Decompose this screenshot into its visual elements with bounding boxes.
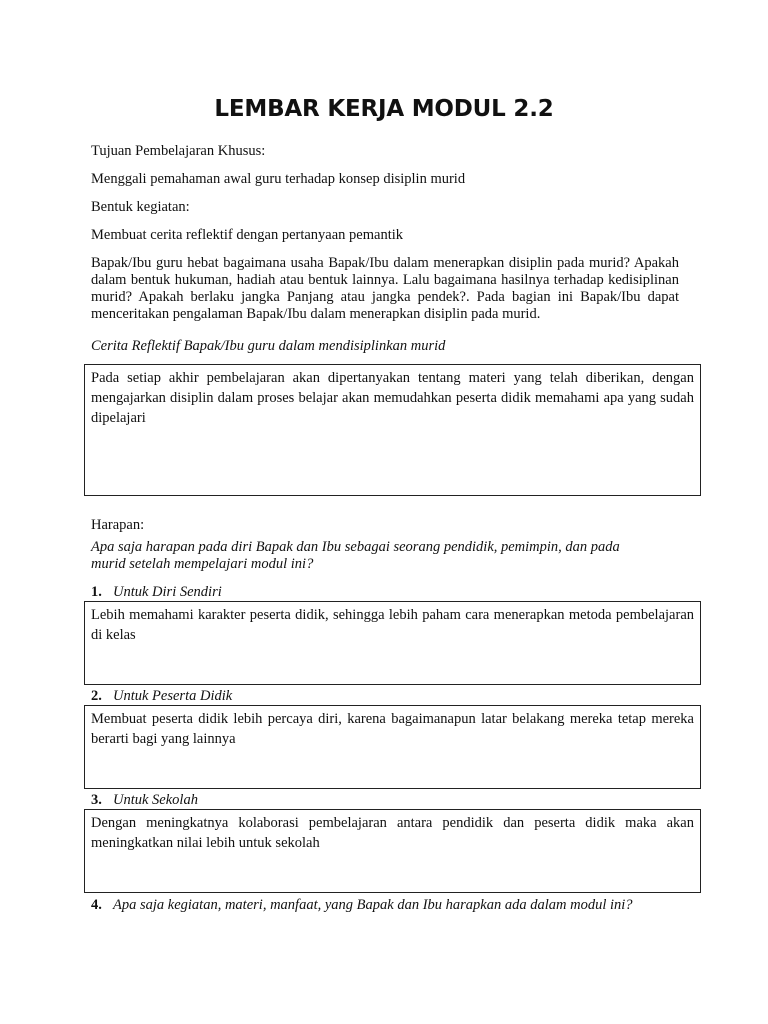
page-title: LEMBAR KERJA MODUL 2.2 [214, 96, 554, 122]
item-2-answer-text: Membuat peserta didik lebih percaya diri, karena bagaimanapun latar belakang mereka tetap mereka berarti bagi yang lainnya [91, 711, 694, 747]
bentuk-label: Bentuk kegiatan: [91, 199, 190, 215]
item-1-answer-text: Lebih memahami karakter peserta didik, sehingga lebih paham cara menerapkan metoda pembelajaran di kelas [91, 607, 694, 643]
item-2-label: Untuk Peserta Didik [113, 688, 233, 704]
item-4-number: 4. [91, 897, 102, 913]
item-1-answer-box[interactable] [84, 601, 701, 685]
bentuk-text: Membuat cerita reflektif dengan pertanyaan pemantik [91, 227, 404, 243]
item-3-number: 3. [91, 792, 102, 808]
item-1-label: Untuk Diri Sendiri [113, 584, 222, 600]
item-3-answer-box[interactable] [84, 809, 701, 893]
prompt-paragraph: Bapak/Ibu guru hebat bagaimana usaha Bapak/Ibu dalam menerapkan disiplin pada murid? Apakah dalam bentuk hukuman, hadiah atau bentuk lainnya. Lalu bagaimana hasilnya terhadap kedisiplinan murid? Apakah berlaku jangka Panjang atau jangka pendek?. Pada bagian ini Bapak/Ibu dapat menceritakan pengalaman Bapak/Ibu dalam menerapkan disiplin pada murid. [91, 255, 679, 322]
harapan-question-line1: Apa saja harapan pada diri Bapak dan Ibu sebagai seorang pendidik, pemimpin, dan pada [91, 539, 620, 555]
harapan-question-line2: murid setelah mempelajari modul ini? [91, 556, 314, 572]
item-3-answer-text: Dengan meningkatnya kolaborasi pembelajaran antara pendidik dan peserta didik maka akan meningkatkan nilai lebih untuk sekolah [91, 815, 694, 851]
item-3-label: Untuk Sekolah [113, 792, 198, 808]
cerita-label: Cerita Reflektif Bapak/Ibu guru dalam mendisiplinkan murid [91, 338, 446, 354]
item-4-label: Apa saja kegiatan, materi, manfaat, yang Bapak dan Ibu harapkan ada dalam modul ini? [113, 897, 633, 913]
item-1-heading [91, 584, 222, 601]
item-2-number: 2. [91, 688, 102, 704]
cerita-answer-box[interactable] [84, 364, 701, 496]
item-3-heading [91, 792, 198, 809]
item-2-answer-box[interactable] [84, 705, 701, 789]
tujuan-text: Menggali pemahaman awal guru terhadap konsep disiplin murid [91, 171, 466, 187]
item-2-heading [91, 688, 232, 705]
item-1-number: 1. [91, 584, 102, 600]
item-4-heading [91, 897, 633, 914]
harapan-label: Harapan: [91, 517, 145, 533]
tujuan-label: Tujuan Pembelajaran Khusus: [91, 143, 266, 159]
cerita-answer-text: Pada setiap akhir pembelajaran akan dipertanyakan tentang materi yang telah diberikan, dengan mengajarkan disiplin dalam proses belajar akan memudahkan peserta didik memahami apa yang sudah dipelajari [91, 370, 694, 426]
